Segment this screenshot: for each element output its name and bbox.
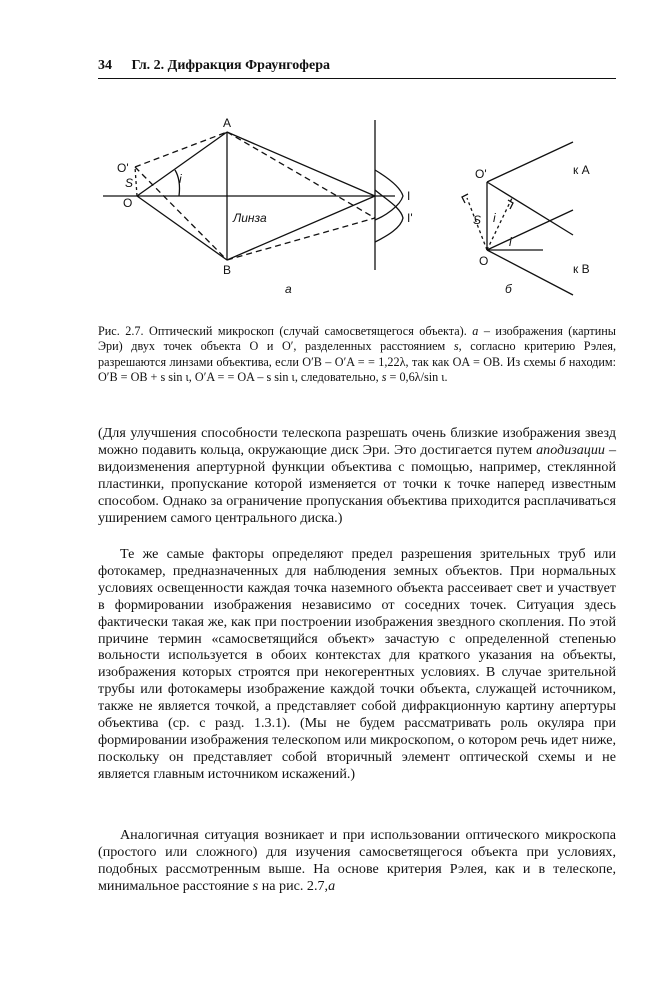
dashed-O'-A — [135, 132, 227, 167]
chapter-title: Гл. 2. Дифракция Фраунгофера — [131, 58, 330, 73]
label-O'-b: O' — [475, 167, 487, 181]
header-rule — [98, 78, 616, 79]
label-O-b: O — [479, 254, 489, 268]
page-number: 34 — [98, 58, 112, 73]
ray-to-B-from-O' — [487, 182, 573, 235]
paragraph-microscope: Аналогичная ситуация возникает и при использовании оптического микроскопа (простого или сложного) для изучения самосветящегося объекта при условиях, подобных рассмотренным выше. На основе критерия Рэлея, как и в телескопе, минимальное расстояние s на рис. 2.7,а — [98, 827, 616, 894]
label-i: i — [179, 172, 182, 186]
label-s: S — [125, 176, 134, 190]
label-O: O — [123, 196, 133, 210]
airy-pattern-I — [375, 170, 403, 220]
paragraph-factors: Те же самые факторы определяют предел разрешения зрительных труб или фотокамер, предназначенных для наблюдения земных объектов. При нормальных условиях освещенности каждая точка наземного объекта рассеивает свет и участвует в формировании изображения независимо от соседних точек. Ситуация здесь фактически такая же, как при построении изображения звездного скопления. По этой причине термин «самосветящийся объект» зачастую с определенной степенью вольности используется в обоих контекстах для краткого указания на объекты, изображения которых строятся при некогерентных условиях. В случае зрительной трубы или фотокамеры изображение каждой точки объекта, служащей источником, также не является точкой, а представляет собой дифракционную картину апертуры объектива (ср. с разд. 1.3.1). (Мы не будем рассматривать роль окуляра при формировании изображения телескопом или микроскопом, о котором речь идет ниже, поскольку он представляет собой вторичный элемент оптической схемы и не является главным источником искажений.) — [98, 546, 616, 782]
label-lens: Линза — [233, 211, 267, 225]
figure-2-7 — [95, 110, 625, 315]
ray-to-B-from-O — [487, 250, 573, 295]
label-O-prime: O' — [117, 161, 129, 175]
label-I: I — [407, 189, 411, 203]
panel-b-letter: б — [505, 282, 512, 296]
panel-a-letter: a — [285, 282, 292, 296]
label-kA: к A — [573, 163, 590, 177]
figure-caption: Рис. 2.7. Оптический микроскоп (случай самосветящегося объекта). а – изображения (картины Эри) двух точек объекта O и O′, разделенных расстоянием s, согласно критерию Рэлея, разрешаются линзами объектива, если O′B – O′A = = 1,22λ, так как OA = OB. Из схемы б находим: O′B = OB + s sin ι, O′A = = OA – s sin ι, следовательно, s = 0,6λ/sin ι. — [98, 324, 617, 384]
label-I-prime: I' — [407, 211, 413, 225]
label-i-b1: i — [493, 211, 496, 225]
label-B: B — [223, 263, 232, 277]
dashed-O-O' — [135, 167, 137, 196]
label-i-b2: i — [509, 235, 512, 249]
dashed-A-image — [227, 132, 375, 218]
airy-pattern-I' — [375, 190, 403, 242]
ray-O-A — [137, 132, 227, 196]
ray-to-A-from-O — [487, 210, 573, 250]
label-kB: к B — [573, 262, 590, 276]
ray-O-B — [137, 196, 227, 260]
panel-a — [103, 120, 403, 270]
label-A: A — [223, 116, 232, 130]
ray-to-A-from-O' — [487, 142, 573, 182]
paragraph-apodization: (Для улучшения способности телескопа разрешать очень близкие изображения звезд можно подавить кольца, окружающие диск Эри. Это достигается путем аподизации – видоизменения апертурной функции объектива с помощью, например, стеклянной пластинки, пропускание которой изменяется от точки к точке наперед известным способом. Однако за ограничение пропускания объектива приходится расплачиваться уширением самого центрального диска.) — [98, 425, 616, 526]
ray-A-image — [227, 132, 375, 196]
running-header — [98, 58, 618, 74]
panel-a-labels — [117, 116, 413, 296]
label-s-b: S — [473, 213, 482, 227]
